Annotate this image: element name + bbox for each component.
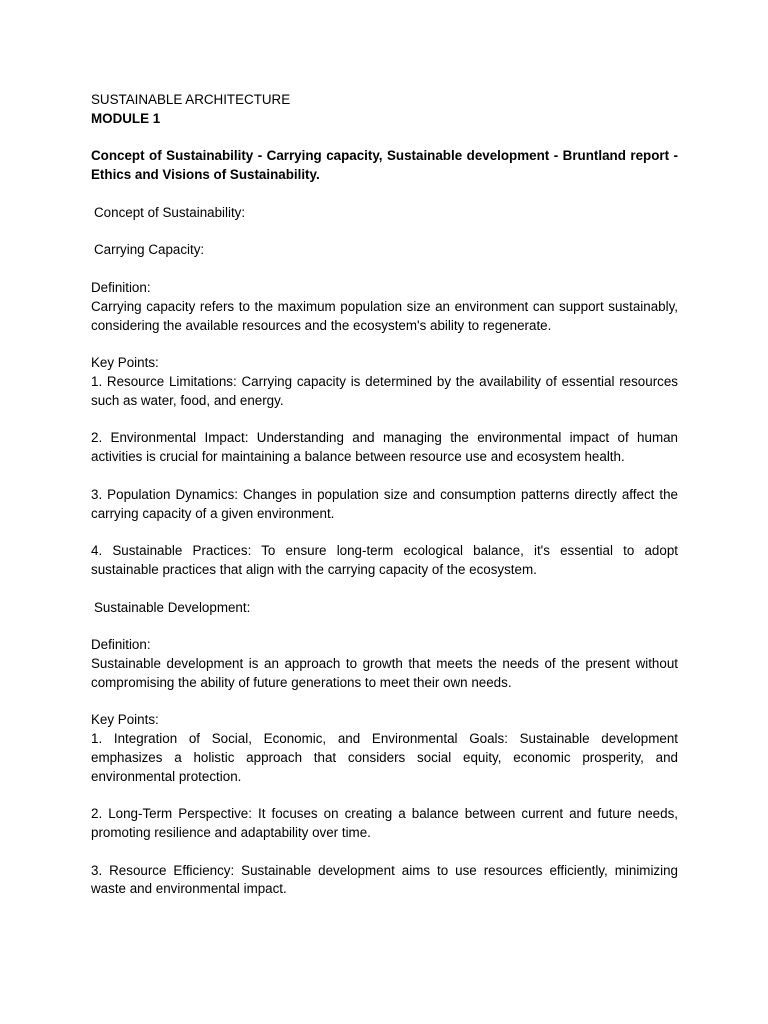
spacer <box>91 467 678 486</box>
sd-key-points-label: Key Points: <box>91 712 159 728</box>
sd-definition-text: Sustainable development is an approach to growth that meets the needs of the present without compromising the ability of future generations to meet their own needs. <box>91 655 678 690</box>
module-heading: MODULE 1 <box>91 110 161 126</box>
section-heading-carrying-capacity: Carrying Capacity: <box>94 242 205 258</box>
carrying-definition-text: Carrying capacity refers to the maximum population size an environment can support sustainably, considering the available resources and the ecosystem's ability to regenerate. <box>91 298 678 333</box>
spacer <box>91 129 678 148</box>
spacer <box>91 786 678 805</box>
section-heading-sustainable-development: Sustainable Development: <box>94 599 251 615</box>
spacer <box>91 260 678 279</box>
syllabus-summary: Concept of Sustainability - Carrying capacity, Sustainable development - Bruntland report - Ethics and Visions of Sustainability. <box>91 148 678 183</box>
carrying-definition-label: Definition: <box>91 279 151 295</box>
spacer <box>91 223 678 242</box>
sd-definition-label: Definition: <box>91 637 151 653</box>
sd-point: 1. Integration of Social, Economic, and Environmental Goals: Sustainable development emphasizes a holistic approach that considers social equity, economic prosperity, and environmental protection. <box>91 731 678 784</box>
carrying-point: 1. Resource Limitations: Carrying capacity is determined by the availability of essential resources such as water, food, and energy. <box>91 373 678 408</box>
sd-point: 3. Resource Efficiency: Sustainable development aims to use resources efficiently, minimizing waste and environmental impact. <box>91 862 678 897</box>
carrying-point: 2. Environmental Impact: Understanding and managing the environmental impact of human activities is crucial for maintaining a balance between resource use and ecosystem health. <box>91 430 678 465</box>
spacer <box>91 411 678 430</box>
spacer <box>91 580 678 599</box>
document-page <box>91 91 678 899</box>
spacer <box>91 335 678 354</box>
sd-point: 2. Long-Term Perspective: It focuses on creating a balance between current and future needs, promoting resilience and adaptability over time. <box>91 806 678 841</box>
spacer <box>91 523 678 542</box>
spacer <box>91 185 678 204</box>
carrying-point: 3. Population Dynamics: Changes in population size and consumption patterns directly affect the carrying capacity of a given environment. <box>91 486 678 521</box>
course-title: SUSTAINABLE ARCHITECTURE <box>91 92 291 107</box>
section-heading-concept: Concept of Sustainability: <box>94 204 246 220</box>
spacer <box>91 693 678 712</box>
carrying-point: 4. Sustainable Practices: To ensure long-term ecological balance, it's essential to adopt sustainable practices that align with the carrying capacity of the ecosystem. <box>91 543 678 577</box>
carrying-key-points-label: Key Points: <box>91 355 159 371</box>
spacer <box>91 843 678 862</box>
spacer <box>91 617 678 636</box>
